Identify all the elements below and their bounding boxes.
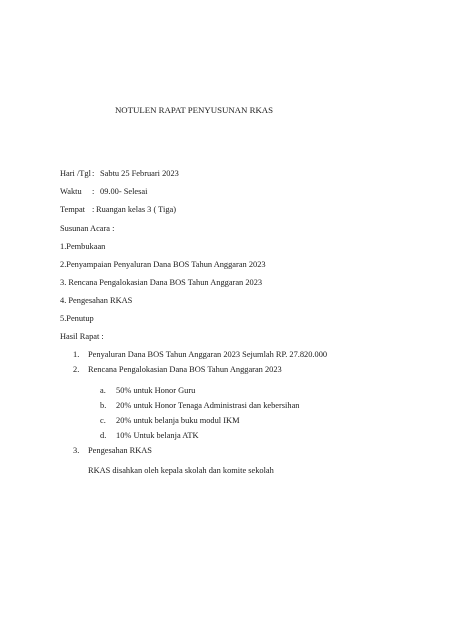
- allocation-letter: d.: [100, 431, 107, 440]
- meta-waktu-sep: :: [92, 187, 95, 196]
- meta-waktu-value: 09.00- Selesai: [100, 187, 148, 196]
- closing-note: RKAS disahkan oleh kepala skolah dan komite sekolah: [88, 466, 274, 475]
- results-heading: Hasil Rapat :: [60, 332, 104, 341]
- allocation-text: 10% Untuk belanja ATK: [116, 431, 199, 440]
- allocation-text: 20% untuk Honor Tenaga Administrasi dan kebersihan: [116, 401, 300, 410]
- results-item-number: 1.: [73, 350, 80, 359]
- results-item-number: 3.: [73, 446, 80, 455]
- results-item-number: 2.: [73, 365, 80, 374]
- allocation-letter: b.: [100, 401, 107, 410]
- meta-tempat-label: Tempat: [60, 205, 85, 214]
- allocation-letter: c.: [100, 416, 106, 425]
- results-item-text: Pengesahan RKAS: [88, 446, 152, 455]
- document-title: NOTULEN RAPAT PENYUSUNAN RKAS: [114, 105, 274, 115]
- meta-waktu-label: Waktu: [60, 187, 82, 196]
- agenda-item: 1.Pembukaan: [60, 242, 106, 251]
- meta-tempat-sep: :: [92, 205, 95, 214]
- meta-tempat-value: Ruangan kelas 3 ( Tiga): [96, 205, 177, 214]
- meta-hari-value: Sabtu 25 Februari 2023: [100, 169, 179, 178]
- results-item-text: Rencana Pengalokasian Dana BOS Tahun Anggaran 2023: [88, 365, 282, 374]
- allocation-text: 20% untuk belanja buku modul IKM: [116, 416, 240, 425]
- results-item-text: Penyaluran Dana BOS Tahun Anggaran 2023 Sejumlah RP. 27.820.000: [88, 350, 328, 359]
- agenda-heading: Susunan Acara :: [60, 224, 115, 233]
- agenda-item: 3. Rencana Pengalokasian Dana BOS Tahun Anggaran 2023: [60, 278, 263, 287]
- allocation-text: 50% untuk Honor Guru: [116, 386, 196, 395]
- allocation-letter: a.: [100, 386, 106, 395]
- agenda-item: 5.Penutup: [60, 314, 94, 323]
- meta-hari-sep: :: [92, 169, 95, 178]
- meta-hari-label: Hari /Tgl: [60, 169, 91, 178]
- agenda-item: 4. Pengesahan RKAS: [60, 296, 133, 305]
- agenda-item: 2.Penyampaian Penyaluran Dana BOS Tahun Anggaran 2023: [60, 260, 266, 269]
